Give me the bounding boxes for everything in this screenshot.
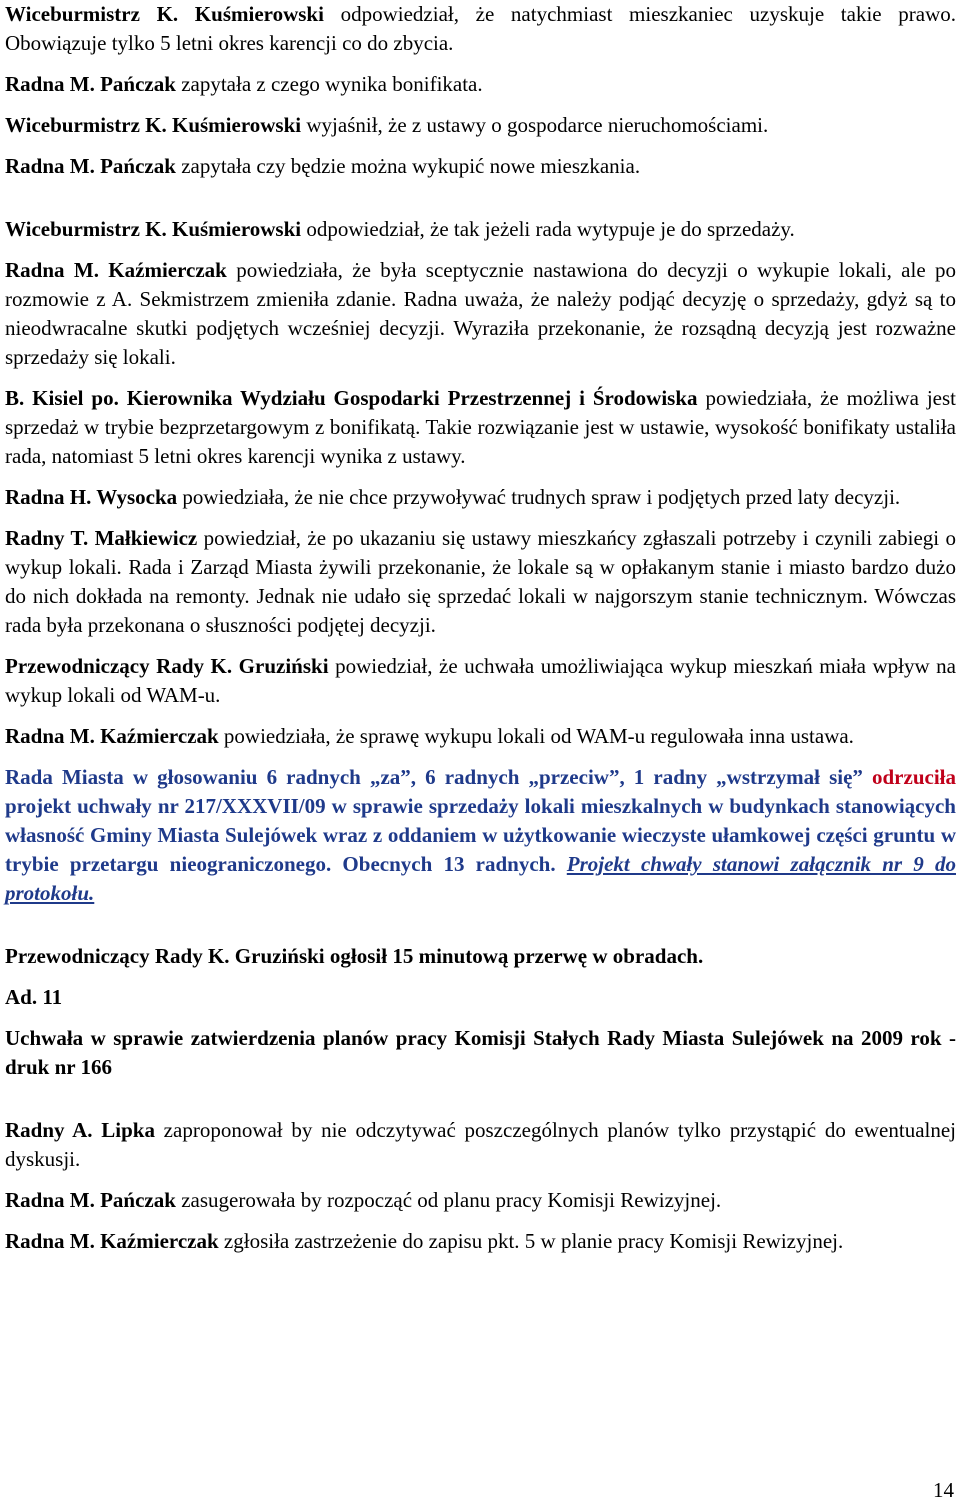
paragraph — [5, 652, 956, 710]
speaker-name: Radna M. Kaźmierczak — [5, 724, 219, 748]
vote-text-continued: projekt uchwały nr 217/XXXVII/09 w sprawie sprzedaży lokali mieszkalnych w budynkach stanowiących własność Gminy Miasta Sulejówek wraz z oddaniem w użytkowanie wieczyste ułamkowej części gruntu w trybie przetargu nieograniczonego. Obecnych 13 radnych. — [5, 794, 956, 876]
paragraph — [5, 70, 956, 99]
paragraph-text: zaproponował by nie odczytywać poszczególnych planów tylko przystąpić do ewentualnej dyskusji. — [5, 1118, 957, 1171]
speaker-name: Wiceburmistrz K. Kuśmierowski — [5, 2, 324, 26]
rejected-word: odrzuciła — [872, 765, 956, 789]
paragraph-text: powiedziała, że była sceptycznie nastawiona do decyzji o wykupie lokali, ale po rozmowie z A. Sekmistrzem zmieniła zdanie. Radna uważa, że należy podjąć decyzję o sprzedaży, gdyż są to nieodwracalne skutki podjętych wcześniej decyzji. Wyraziła przekonanie, że rozsądną decyzją jest rozważne sprzedaży się lokali. — [5, 258, 956, 369]
attachment-link[interactable]: Projekt chwały stanowi załącznik nr 9 do protokołu. — [5, 852, 956, 905]
paragraph — [5, 722, 956, 751]
paragraph-text: powiedziała, że możliwa jest sprzedaż w trybie bezprzetargowym z bonifikatą. Takie rozwiązanie jest w ustawie, wysokość bonifikaty ustaliła rada, natomiast 5 letni okres karencji wynika z ustawy. — [5, 386, 956, 468]
page-number: 14 — [933, 1478, 954, 1502]
paragraph — [5, 111, 956, 140]
paragraph-text: odpowiedział, że tak jeżeli rada wytypuje je do sprzedaży. — [301, 217, 795, 241]
paragraph-text: wyjaśnił, że z ustawy o gospodarce nieruchomościami. — [301, 113, 769, 137]
paragraph — [5, 0, 956, 58]
paragraph-text: powiedział, że uchwała umożliwiająca wykup mieszkań miała wpływ na wykup lokali od WAM-u. — [5, 654, 956, 707]
paragraph-text: powiedziała, że nie chce przywoływać trudnych spraw i podjętych przed laty decyzji. — [177, 485, 901, 509]
paragraph-text: powiedziała, że sprawę wykupu lokali od WAM-u regulowała inna ustawa. — [218, 724, 854, 748]
speaker-name: Radna M. Pańczak — [5, 72, 176, 96]
vote-result — [5, 763, 956, 908]
speaker-name: Radna M. Kaźmierczak — [5, 1229, 219, 1253]
resolution-title: Uchwała w sprawie zatwierdzenia planów pracy Komisji Stałych Rady Miasta Sulejówek na 2009 rok - druk nr 166 — [5, 1026, 956, 1079]
paragraph-text: zapytała z czego wynika bonifikata. — [175, 72, 483, 96]
agenda-heading: Ad. 11 — [5, 985, 63, 1009]
paragraph-text: zasugerowała by rozpocząć od planu pracy Komisji Rewizyjnej. — [175, 1188, 722, 1212]
document-page — [5, 0, 956, 1256]
paragraph — [5, 1186, 956, 1215]
paragraph-text: powiedział, że po ukazaniu się ustawy mieszkańcy zgłaszali potrzeby i czynili zabiegi o wykup lokali. Rada i Zarząd Miasta żywili przekonanie, że lokale są w opłakanym stanie i miasto bardzo dużo do nich dokłada na remonty. Jednak nie udało się sprzedać lokali w najgorszym stanie technicznym. Wówczas rada była przekonana o słuszności podjętej decyzji. — [5, 526, 956, 637]
speaker-name: Radny A. Lipka — [5, 1118, 155, 1142]
paragraph-text: odpowiedział, że natychmiast mieszkaniec uzyskuje takie prawo. Obowiązuje tylko 5 letni okres karencji co do zbycia. — [5, 2, 956, 55]
break-notice: Przewodniczący Rady K. Gruziński ogłosił 15 minutową przerwę w obradach. — [5, 944, 704, 968]
paragraph — [5, 152, 956, 181]
speaker-name: Radna M. Kaźmierczak — [5, 258, 227, 282]
paragraph-text: zgłosiła zastrzeżenie do zapisu pkt. 5 w planie pracy Komisji Rewizyjnej. — [218, 1229, 844, 1253]
paragraph — [5, 384, 956, 471]
paragraph — [5, 1116, 956, 1174]
paragraph — [5, 215, 956, 244]
paragraph — [5, 524, 956, 640]
paragraph — [5, 1227, 956, 1256]
vote-text: Rada Miasta w głosowaniu 6 radnych „zа”, 6 radnych „przeciw”, 1 radny „wstrzymał się” — [5, 765, 872, 789]
paragraph — [5, 483, 956, 512]
speaker-name: Przewodniczący Rady K. Gruziński — [5, 654, 329, 678]
speaker-name: B. Kisiel po. Kierownika Wydziału Gospodarki Przestrzennej i Środowiska — [5, 386, 698, 410]
speaker-name: Wiceburmistrz K. Kuśmierowski — [5, 217, 302, 241]
paragraph — [5, 256, 956, 372]
speaker-name: Radna H. Wysocka — [5, 485, 178, 509]
speaker-name: Radny T. Małkiewicz — [5, 526, 198, 550]
paragraph-text: zapytała czy będzie można wykupić nowe mieszkania. — [175, 154, 641, 178]
speaker-name: Radna M. Pańczak — [5, 1188, 176, 1212]
speaker-name: Wiceburmistrz K. Kuśmierowski — [5, 113, 302, 137]
speaker-name: Radna M. Pańczak — [5, 154, 176, 178]
